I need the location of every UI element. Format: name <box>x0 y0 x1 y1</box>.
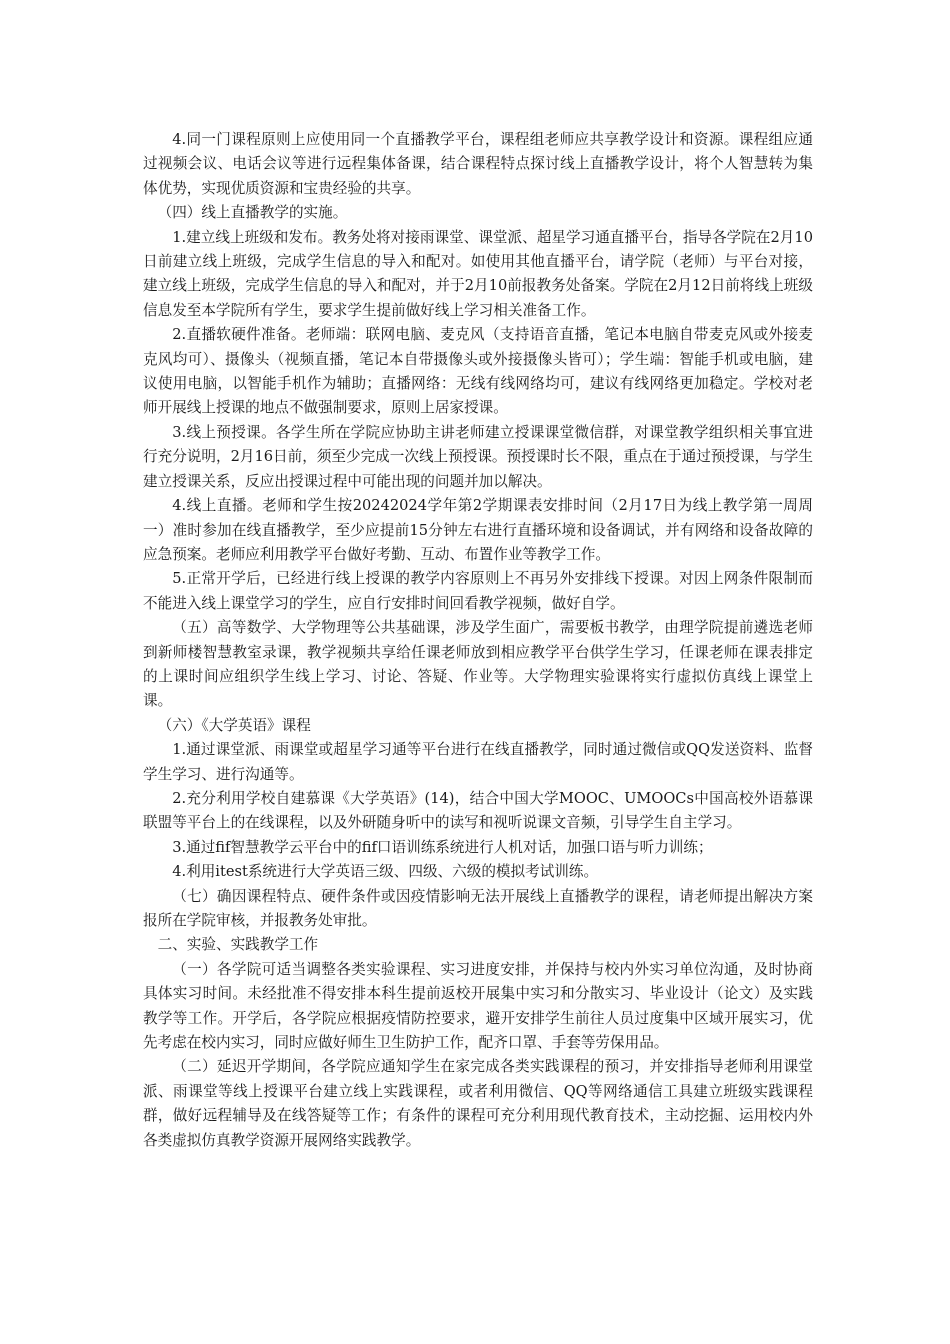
paragraph-section-5: （五）高等数学、大学物理等公共基础课，涉及学生面广，需要板书教学，由理学院提前遴选老师到新师楼智慧教室录课，教学视频共享给任课老师放到相应教学平台供学生学习，任课老师在课表排定的上课时间应组织学生线上学习、讨论、答疑、作业等。大学物理实验课将实行虚拟仿真线上课堂上课。 <box>143 619 813 710</box>
paragraph-pre-teaching: 3.线上预授课。各学生所在学院应协助主讲老师建立授课课堂微信群，对课堂教学组织相关事宜进行充分说明，2月16日前，须至少完成一次线上预授课。预授课时长不限，重点在于通过预授课，与学生建立授课关系，反应出授课过程中可能出现的问题并加以解决。 <box>143 423 813 490</box>
paragraph-item-4-platform: 4.同一门课程原则上应使用同一个直播教学平台，课程组老师应共享教学设计和资源。课程组应通过视频会议、电话会议等进行远程集体备课，结合课程特点探讨线上直播教学设计，将个人智慧转为集体优势，实现优质资源和宝贵经验的共享。 <box>143 131 813 197</box>
paragraph-hardware: 2.直播软硬件准备。老师端：联网电脑、麦克风（支持语音直播，笔记本电脑自带麦克风或外接麦克风均可）、摄像头（视频直播，笔记本自带摄像头或外接摄像头皆可）；学生端：智能手机或电脑，建议使用电脑，以智能手机作为辅助；直播网络：无线有线网络均可，建议有线网络更加稳定。学校对老师开展线上授课的地点不做强制要求，原则上居家授课。 <box>143 326 813 417</box>
paragraph-practice-1: （一）各学院可适当调整各类实验课程、实习进度安排，并保持与校内外实习单位沟通，及时协商具体实习时间。未经批准不得安排本科生提前返校开展集中实习和分散实习、毕业设计（论文）及实践教学等工作。开学后，各学院应根据疫情防控要求，避开安排学生前往人员过度集中区域开展实习，优先考虑在校内实习，同时应做好师生卫生防护工作，配齐口罩、手套等劳保用品。 <box>143 960 813 1052</box>
paragraph-live: 4.线上直播。老师和学生按20242024学年第2学期课表安排时间（2月17日为线上教学第一周周一）准时参加在线直播教学，至少应提前15分钟左右进行直播环境和设备调试，并有网络和设备故障的应急预案。老师应利用教学平台做好考勤、互动、布置作业等教学工作。 <box>143 497 813 563</box>
paragraph-section-7: （七）确因课程特点、硬件条件或因疫情影响无法开展线上直播教学的课程，请老师提出解决方案报所在学院审核，并报教务处审批。 <box>143 887 813 929</box>
paragraph-english-4: 4.利用itest系统进行大学英语三级、四级、六级的模拟考试训练。 <box>172 863 599 881</box>
document-body <box>143 128 813 1153</box>
paragraph-normal-term: 5.正常开学后，已经进行线上授课的教学内容原则上不再另外安排线下授课。对因上网条件限制而不能进入线上课堂学习的学生，应自行安排时间回看教学视频，做好自学。 <box>143 570 813 612</box>
paragraph-english-3: 3.通过fif智慧教学云平台中的fif口语训练系统进行人机对话，加强口语与听力训练； <box>172 838 713 856</box>
section-heading-6: （六）《大学英语》课程 <box>157 716 311 734</box>
paragraph-english-1: 1.通过课堂派、雨课堂或超星学习通等平台进行在线直播教学，同时通过微信或QQ发送资料、监督学生学习、进行沟通等。 <box>143 741 813 783</box>
paragraph-practice-2: （二）延迟开学期间，各学院应通知学生在家完成各类实践课程的预习，并安排指导老师利用课堂派、雨课堂等线上授课平台建立线上实践课程，或者利用微信、QQ等网络通信工具建立班级实践课程群，做好远程辅导及在线答疑等工作；有条件的课程可充分利用现代教育技术，主动挖掘、运用校内外各类虚拟仿真教学资源开展网络实践教学。 <box>143 1058 813 1149</box>
paragraph-online-class: 1.建立线上班级和发布。教务处将对接雨课堂、课堂派、超星学习通直播平台，指导各学院在2月10日前建立线上班级，完成学生信息的导入和配对。如使用其他直播平台，请学院（老师）与平台对接，建立线上班级，完成学生信息的导入和配对，并于2月10前报教务处备案。学院在2月12日前将线上班级信息发至本学院所有学生，要求学生提前做好线上学习相关准备工作。 <box>143 228 813 319</box>
section-heading-4: （四）线上直播教学的实施。 <box>157 204 348 222</box>
section-heading-practice: 二、实验、实践教学工作 <box>157 936 319 954</box>
paragraph-english-2: 2.充分利用学校自建慕课《大学英语》(14)，结合中国大学MOOC、UMOOCs中国高校外语慕课联盟等平台上的在线课程，以及外研随身听中的读写和视听说课文音频，引导学生自主学习。 <box>143 789 813 832</box>
